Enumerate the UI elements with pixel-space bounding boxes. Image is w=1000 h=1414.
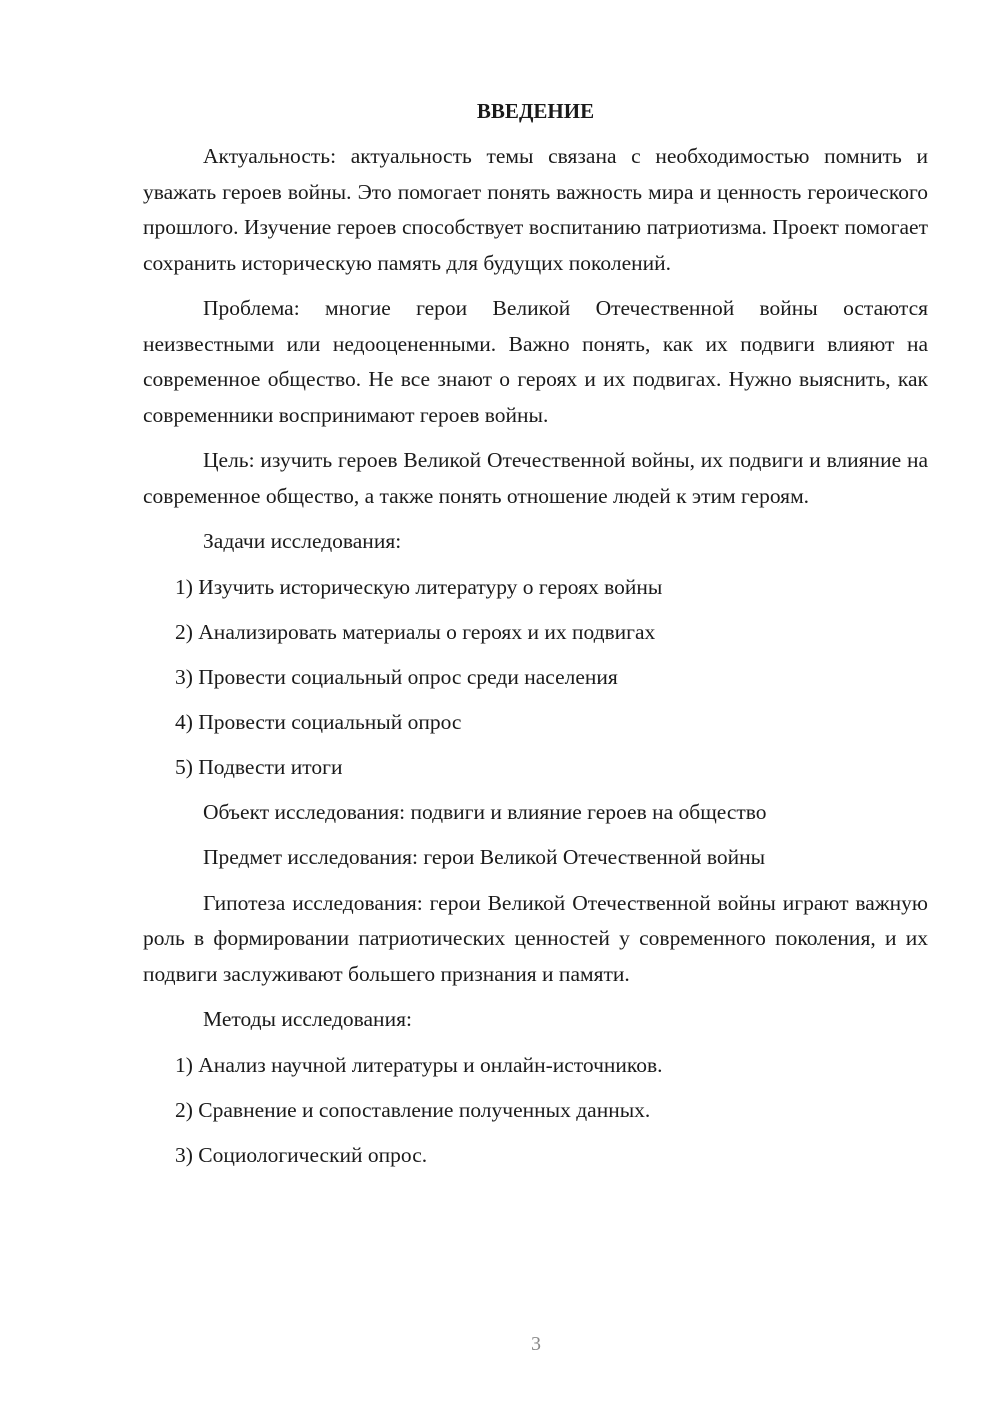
list-item: 5) Подвести итоги xyxy=(175,754,343,779)
document-page xyxy=(143,94,928,1183)
list-item: 3) Социологический опрос. xyxy=(175,1143,428,1168)
relevance-paragraph: Актуальность: актуальность темы связана с необходимостью помнить и уважать героев войны. Это помогает понять важность мира и ценность героического прошлого. Изучение героев способствует воспитанию патриотизма. Проект помогает сохранить историческую память для будущих поколений. xyxy=(143,144,928,275)
methods-list xyxy=(143,1048,928,1174)
tasks-list xyxy=(143,570,928,786)
subject-paragraph: Предмет исследования: герои Великой Отечественной войны xyxy=(203,845,766,870)
hypothesis-paragraph: Гипотеза исследования: герои Великой Отечественной войны играют важную роль в формировании патриотических ценностей у современного поколения, и их подвиги заслуживают большего признания и памяти. xyxy=(143,890,928,986)
list-item: 3) Провести социальный опрос среди населения xyxy=(175,664,618,689)
object-paragraph: Объект исследования: подвиги и влияние героев на общество xyxy=(203,799,767,824)
page-number: 3 xyxy=(531,1333,541,1355)
list-item: 2) Сравнение и сопоставление полученных данных. xyxy=(175,1098,651,1123)
list-item: 1) Изучить историческую литературу о героях войны xyxy=(175,574,663,599)
methods-heading: Методы исследования: xyxy=(203,1007,412,1032)
section-title: ВВЕДЕНИЕ xyxy=(476,99,595,123)
problem-paragraph: Проблема: многие герои Великой Отечественной войны остаются неизвестными или недооцененными. Важно понять, как их подвиги влияют на современное общество. Не все знают о героях и их подвигах. Нужно выяснить, как современники воспринимают героев войны. xyxy=(143,296,928,427)
list-item: 1) Анализ научной литературы и онлайн-источников. xyxy=(175,1052,663,1077)
list-item: 2) Анализировать материалы о героях и их подвигах xyxy=(175,619,656,644)
goal-paragraph: Цель: изучить героев Великой Отечественной войны, их подвиги и влияние на современное общество, а также понять отношение людей к этим героям. xyxy=(143,448,928,508)
list-item: 4) Провести социальный опрос xyxy=(175,709,462,734)
tasks-heading: Задачи исследования: xyxy=(203,529,402,553)
